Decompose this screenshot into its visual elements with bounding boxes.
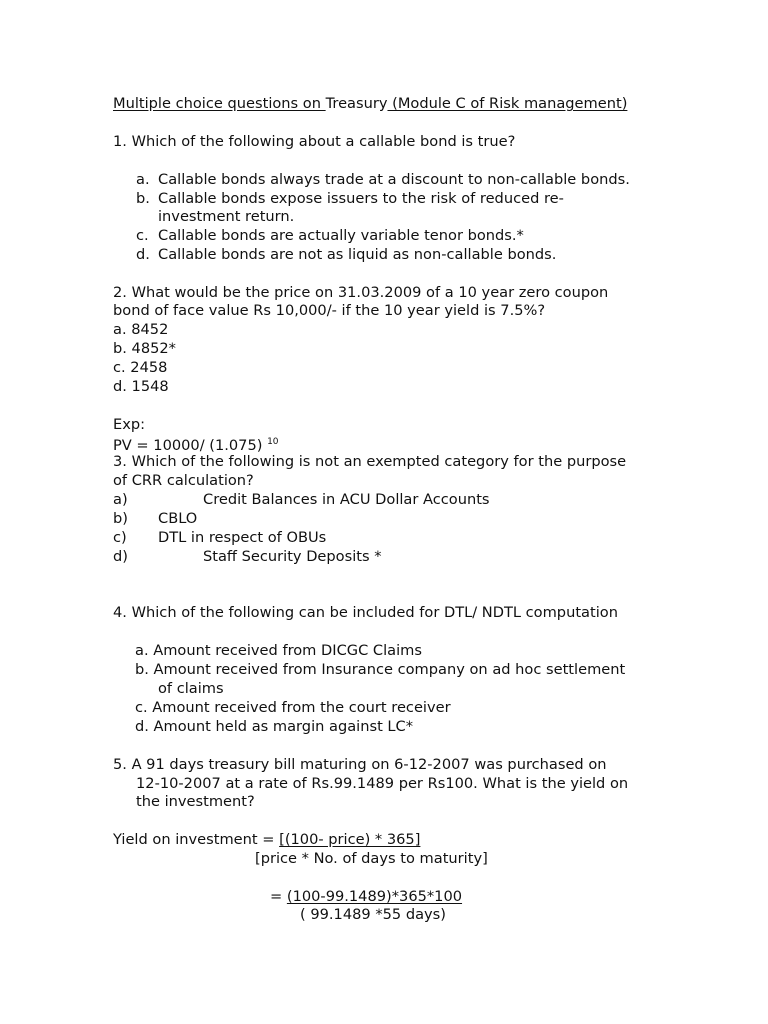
- question-3-line-2: of CRR calculation?: [113, 472, 254, 489]
- q2-option-a: a. 8452: [113, 321, 169, 338]
- q1-option-d-marker: d.: [136, 246, 150, 263]
- question-5-line-3: the investment?: [136, 793, 255, 810]
- q3-option-b-marker: b): [113, 510, 128, 527]
- q4-option-b: b. Amount received from Insurance company on ad hoc settlement: [135, 661, 626, 678]
- calc-denominator: ( 99.1489 *55 days): [300, 906, 446, 923]
- q1-option-a-marker: a.: [136, 171, 150, 188]
- title-part-2: Treasury: [325, 95, 388, 112]
- q2-formula-power: 10: [267, 437, 279, 447]
- yield-label: Yield on investment =: [113, 831, 280, 848]
- question-2-line-1: 2. What would be the price on 31.03.2009 of a 10 year zero coupon: [113, 284, 609, 301]
- q1-option-d: Callable bonds are not as liquid as non-callable bonds.: [158, 246, 557, 263]
- q1-option-b: Callable bonds expose issuers to the risk of reduced re-: [158, 190, 564, 207]
- title-part-3: (Module C of Risk management): [387, 95, 628, 112]
- q2-option-c: c. 2458: [113, 359, 168, 376]
- q4-option-a: a. Amount received from DICGC Claims: [135, 642, 422, 659]
- q3-option-a-marker: a): [113, 491, 128, 508]
- q2-option-d: d. 1548: [113, 378, 169, 395]
- q1-option-c: Callable bonds are actually variable tenor bonds.*: [158, 227, 524, 244]
- q1-option-b-continued: investment return.: [158, 208, 295, 225]
- q2-option-b: b. 4852*: [113, 340, 176, 357]
- question-5-line-2: 12-10-2007 at a rate of Rs.99.1489 per Rs100. What is the yield on: [136, 775, 629, 792]
- question-1: 1. Which of the following about a callable bond is true?: [113, 133, 516, 150]
- q1-option-c-marker: c.: [136, 227, 149, 244]
- q3-option-a: Credit Balances in ACU Dollar Accounts: [203, 491, 490, 508]
- q2-formula-text: PV = 10000/ (1.075): [113, 437, 268, 454]
- q3-option-d: Staff Security Deposits *: [203, 548, 382, 565]
- calc-equals: =: [270, 888, 287, 905]
- yield-denominator: [price * No. of days to maturity]: [255, 850, 488, 867]
- title-part-1: Multiple choice questions on: [113, 95, 326, 112]
- q3-option-c: DTL in respect of OBUs: [158, 529, 327, 546]
- q4-option-c: c. Amount received from the court receiver: [135, 699, 451, 716]
- q1-option-a: Callable bonds always trade at a discount to non-callable bonds.: [158, 171, 630, 188]
- q1-option-b-marker: b.: [136, 190, 150, 207]
- q3-option-d-marker: d): [113, 548, 128, 565]
- calc-numerator: (100-99.1489)*365*100: [286, 888, 463, 905]
- q2-explanation-label: Exp:: [113, 416, 146, 433]
- question-3-line-1: 3. Which of the following is not an exempted category for the purpose: [113, 453, 627, 470]
- q3-option-c-marker: c): [113, 529, 127, 546]
- yield-formula: [113, 830, 420, 849]
- question-2-line-2: bond of face value Rs 10,000/- if the 10 year yield is 7.5%?: [113, 302, 546, 319]
- yield-numerator: [(100- price) * 365]: [279, 831, 421, 848]
- page-title: [113, 94, 627, 113]
- q4-option-b-continued: of claims: [158, 680, 224, 697]
- question-4: 4. Which of the following can be included for DTL/ NDTL computation: [113, 604, 618, 621]
- yield-calculation: [270, 887, 462, 906]
- question-5-line-1: 5. A 91 days treasury bill maturing on 6-12-2007 was purchased on: [113, 756, 607, 773]
- q4-option-d: d. Amount held as margin against LC*: [135, 718, 414, 735]
- q3-option-b: CBLO: [158, 510, 198, 527]
